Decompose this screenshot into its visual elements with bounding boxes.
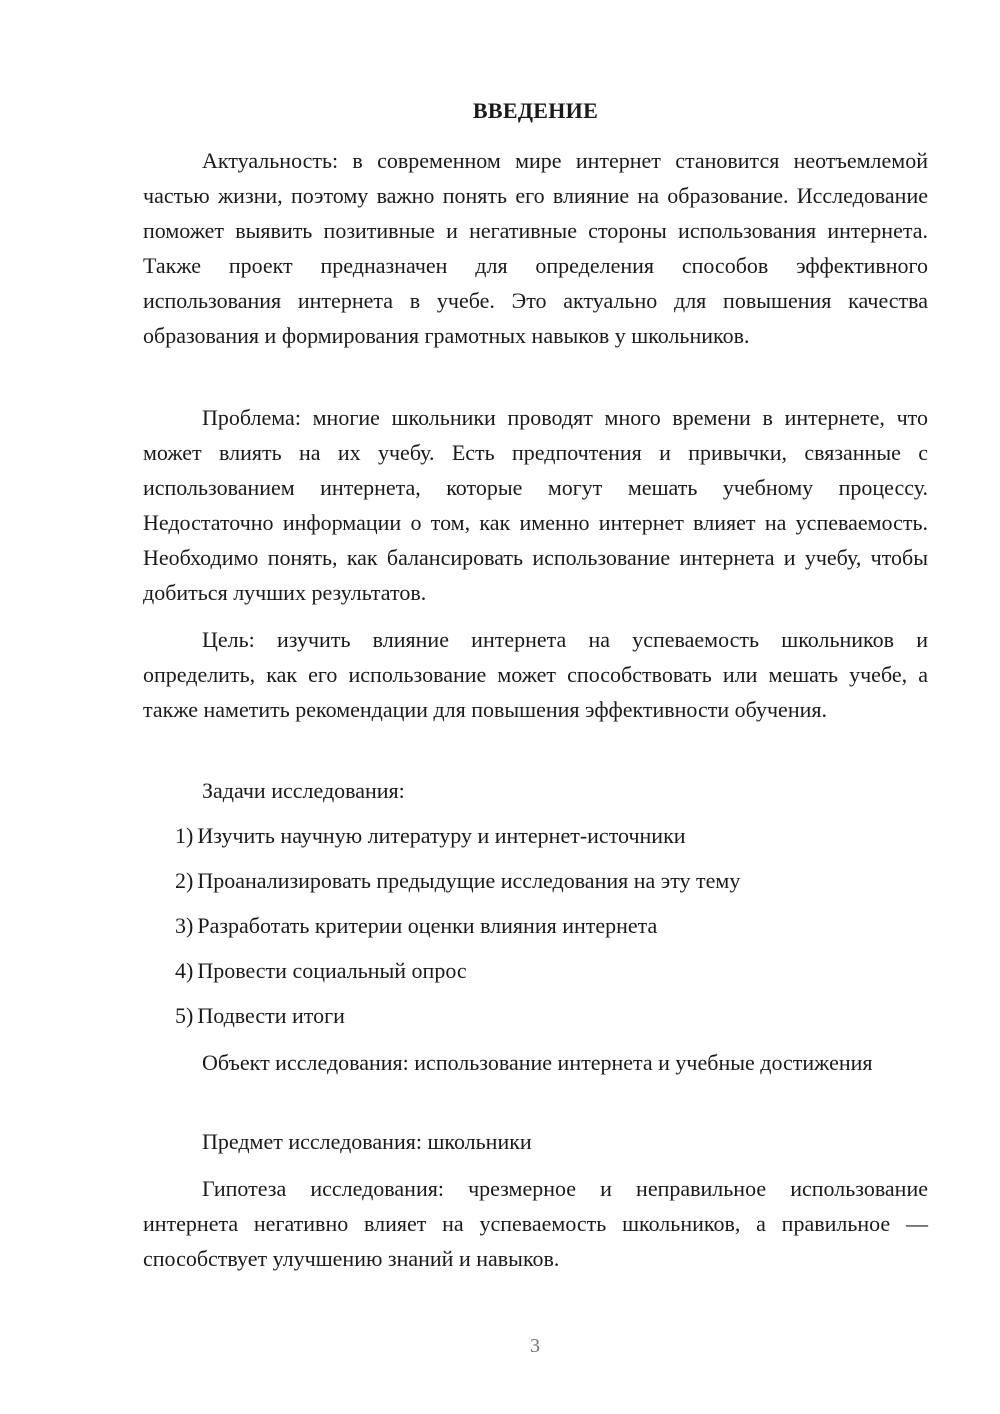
task-number: 5) [175,1003,194,1028]
task-number: 1) [175,823,194,848]
task-item-5 [175,1001,345,1031]
object-paragraph: Объект исследования: использование интернета и учебные достижения [202,1050,873,1075]
page-title: ВВЕДЕНИЕ [472,98,599,123]
subject-paragraph: Предмет исследования: школьники [202,1129,532,1154]
task-text: Изучить научную литературу и интернет-источники [197,823,686,848]
task-number: 4) [175,958,194,983]
relevance-paragraph: Актуальность: в современном мире интернет становится неотъемлемой частью жизни, поэтому важно понять его влияние на образование. Исследование поможет выявить позитивные и негативные стороны использования интернета. Также проект предназначен для определения способов эффективного использования интернета в учебе. Это актуально для повышения качества образования и формирования грамотных навыков у школьников. [143,148,928,348]
hypothesis-paragraph: Гипотеза исследования: чрезмерное и неправильное использование интернета негативно влияет на успеваемость школьников, а правильное — способствует улучшению знаний и навыков. [143,1176,928,1271]
task-text: Разработать критерии оценки влияния интернета [197,913,658,938]
task-number: 3) [175,913,194,938]
tasks-heading: Задачи исследования: [202,778,405,803]
page-number: 3 [530,1335,540,1357]
task-item-4 [175,956,467,986]
goal-paragraph: Цель: изучить влияние интернета на успеваемость школьников и определить, как его использование может способствовать или мешать учебе, а также наметить рекомендации для повышения эффективности обучения. [143,627,928,722]
task-text: Провести социальный опрос [197,958,467,983]
task-item-3 [175,911,657,941]
task-text: Подвести итоги [197,1003,345,1028]
task-item-1 [175,821,686,851]
task-text: Проанализировать предыдущие исследования на эту тему [197,868,741,893]
problem-paragraph: Проблема: многие школьники проводят много времени в интернете, что может влиять на их учебу. Есть предпочтения и привычки, связанные с использованием интернета, которые могут мешать учебному процессу. Недостаточно информации о том, как именно интернет влияет на успеваемость. Необходимо понять, как балансировать использование интернета и учебу, чтобы добиться лучших результатов. [143,405,928,605]
task-item-2 [175,866,740,896]
task-number: 2) [175,868,194,893]
